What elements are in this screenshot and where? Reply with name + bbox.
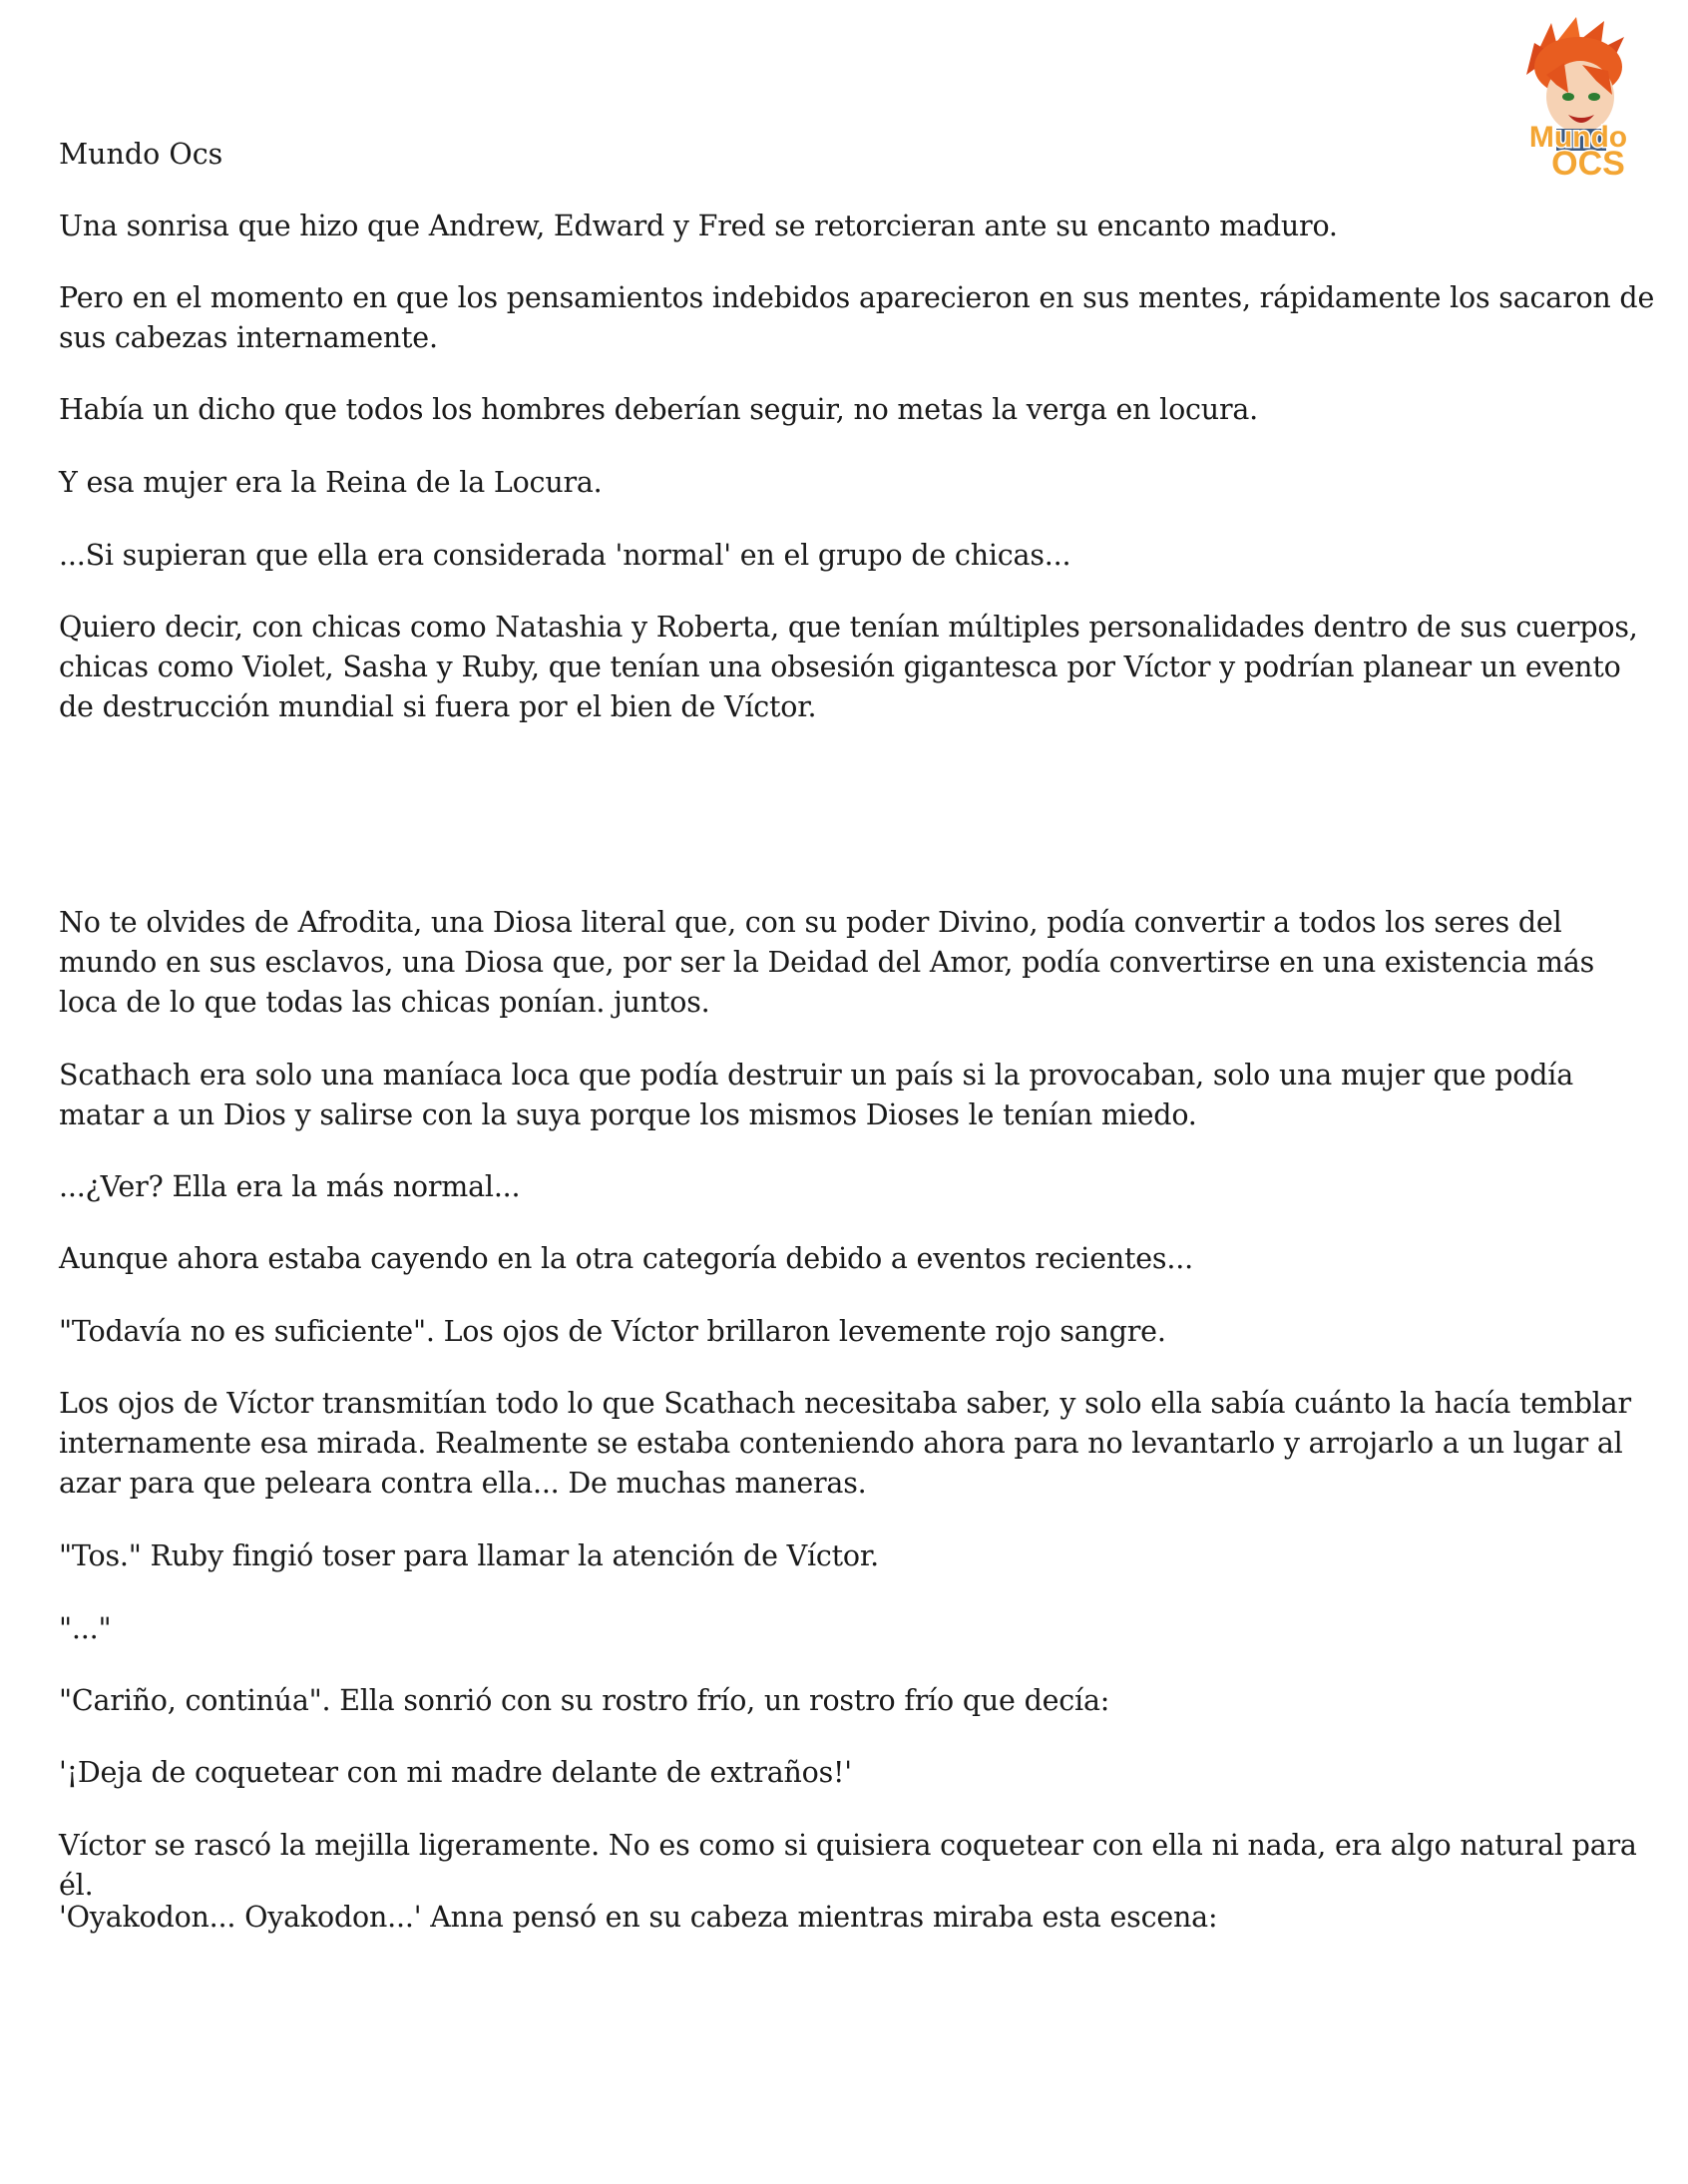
paragraph: ...Si supieran que ella era considerada 'normal' en el grupo de chicas... (59, 539, 1071, 572)
document-header: Mundo Ocs (59, 138, 223, 171)
paragraph: Y esa mujer era la Reina de la Locura. (59, 466, 603, 499)
paragraph: Los ojos de Víctor transmitían todo lo que Scathach necesitaba saber, y solo ella sabía cuánto la hacía temblar internamente esa mirada. Realmente se estaba conteniendo ahora para no levantarlo y arrojarlo a un lugar al azar para que peleara contra ella... De muchas maneras. (59, 1387, 1631, 1500)
paragraph: Había un dicho que todos los hombres deberían seguir, no metas la verga en locura. (59, 393, 1259, 426)
logo-text (1529, 121, 1627, 180)
paragraph: "..." (59, 1612, 112, 1645)
paragraph: No te olvides de Afrodita, una Diosa literal que, con su poder Divino, podía convertir a todos los seres del mundo en sus esclavos, una Diosa que, por ser la Deidad del Amor, podía convertirse en una existencia más loca de lo que todas las chicas ponían. juntos. (59, 906, 1595, 1019)
paragraph: "Tos." Ruby fingió toser para llamar la atención de Víctor. (59, 1539, 880, 1572)
paragraph: ...¿Ver? Ella era la más normal... (59, 1170, 521, 1203)
svg-text:Mundo: Mundo (1528, 121, 1628, 154)
paragraph: Scathach era solo una maníaca loca que podía destruir un país si la provocaban, solo una mujer que podía matar a un Dios y salirse con la suya porque los mismos Dioses le tenían miedo. (59, 1059, 1573, 1131)
paragraph: Pero en el momento en que los pensamientos indebidos aparecieron en sus mentes, rápidamente los sacaron de sus cabezas internamente. (59, 281, 1655, 354)
paragraph: '¡Deja de coquetear con mi madre delante de extraños!' (59, 1756, 852, 1789)
mundo-ocs-logo (1496, 15, 1661, 180)
paragraph: Víctor se rascó la mejilla ligeramente. No es como si quisiera coquetear con ella ni nada, era algo natural para él. (59, 1829, 1637, 1902)
paragraph: 'Oyakodon... Oyakodon...' Anna pensó en su cabeza mientras miraba esta escena: (59, 1901, 1218, 1934)
paragraph: Una sonrisa que hizo que Andrew, Edward y Fred se retorcieran ante su encanto maduro. (59, 210, 1338, 242)
paragraph: Quiero decir, con chicas como Natashia y Roberta, que tenían múltiples personalidades dentro de sus cuerpos, chicas como Violet, Sasha y Ruby, que tenían una obsesión gigantesca por Víctor y podrían planear un evento de destrucción mundial si fuera por el bien de Víctor. (59, 611, 1638, 723)
svg-text:OCS: OCS (1551, 145, 1625, 180)
paragraph: Aunque ahora estaba cayendo en la otra categoría debido a eventos recientes... (59, 1242, 1193, 1275)
paragraph: "Cariño, continúa". Ella sonrió con su rostro frío, un rostro frío que decía: (59, 1684, 1110, 1717)
paragraph: "Todavía no es suficiente". Los ojos de Víctor brillaron levemente rojo sangre. (59, 1315, 1166, 1348)
